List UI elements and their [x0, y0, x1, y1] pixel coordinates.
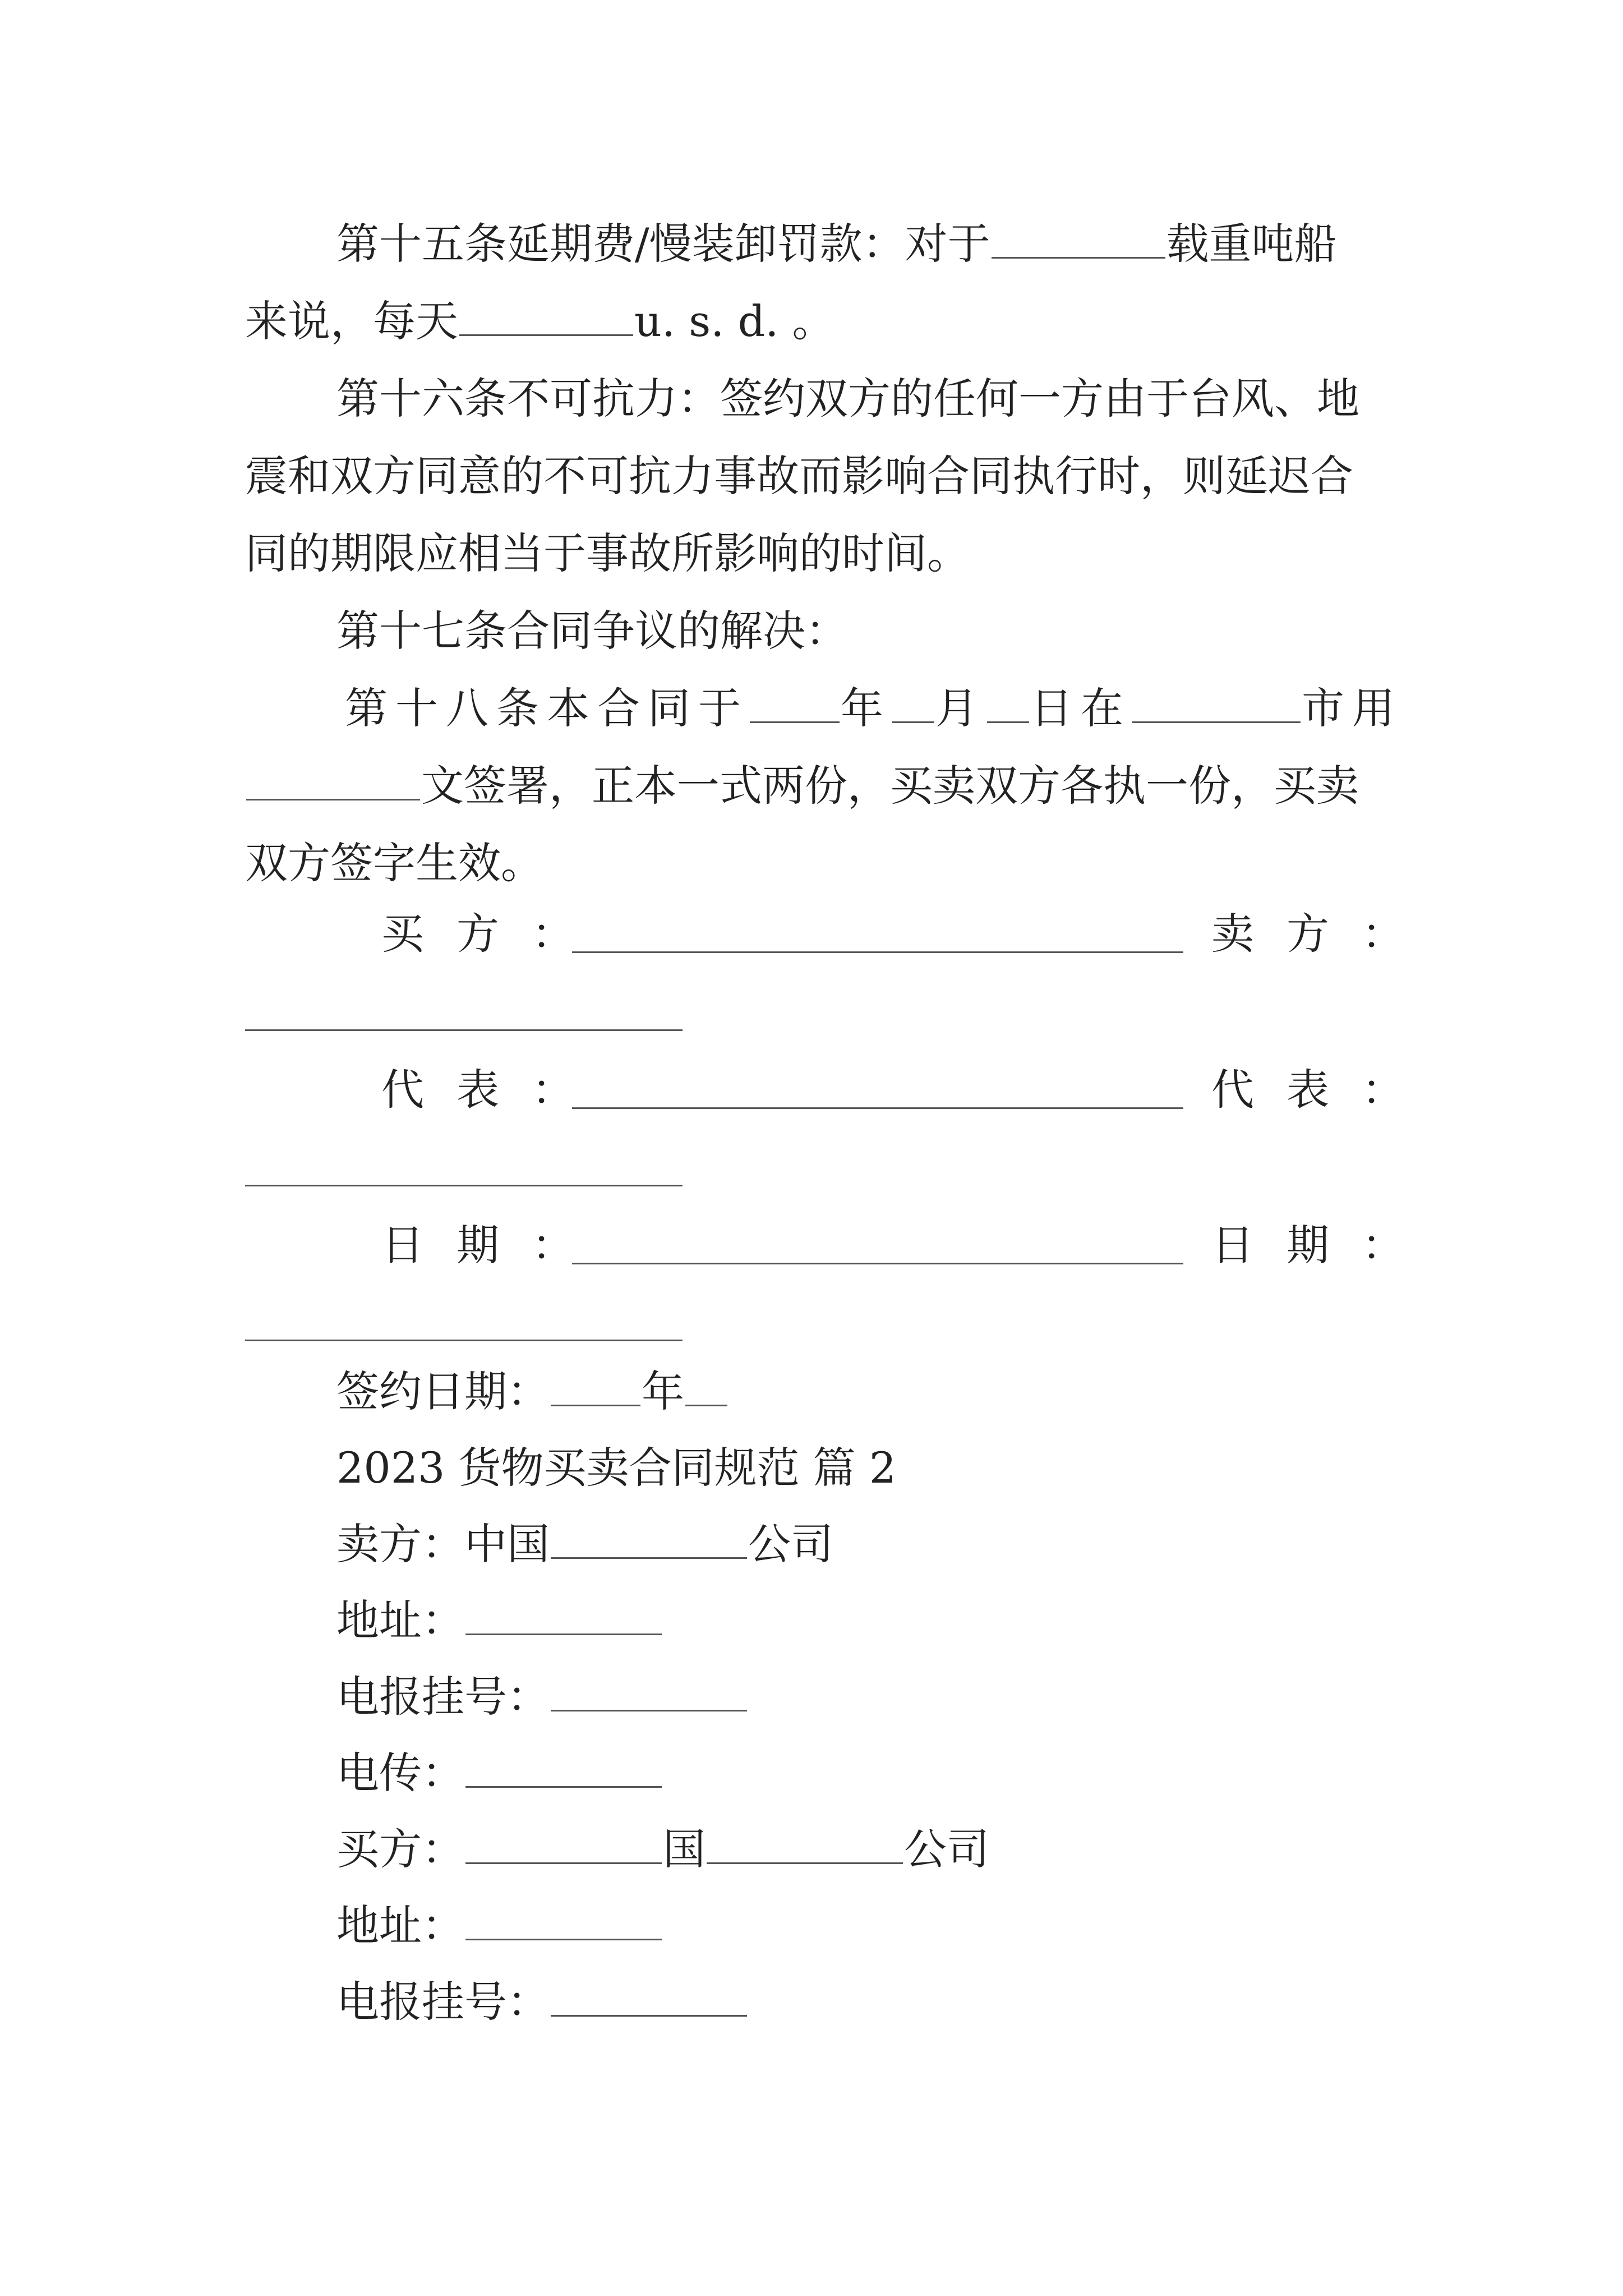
seller-address-blank [465, 1596, 662, 1635]
article-15-text-2: 载重吨船 [1166, 219, 1337, 269]
seller-address-line [336, 1590, 663, 1651]
seller-rep-line [245, 1185, 683, 1186]
buyer-date-line [572, 1263, 1183, 1264]
buyer-company-blank [707, 1825, 903, 1864]
seller-text: 卖方：中国 [336, 1519, 550, 1569]
article-16-line-2: 震和双方同意的不可抗力事故而影响合同执行时，则延迟合 [245, 451, 1353, 501]
city-label: 市用 [1302, 683, 1403, 733]
seller-date-label: 日期： [1211, 1220, 1437, 1270]
article-15-text-3: 来说，每天 [245, 296, 458, 346]
article-18-line-3: 双方签字生效。 [245, 838, 543, 888]
seller-rep-label: 代表： [1211, 1065, 1437, 1115]
article-17: 第十七条合同争议的解决： [336, 606, 848, 656]
buyer-address-blank [465, 1902, 662, 1940]
month-label: 月 [935, 683, 986, 733]
buyer-address-label: 地址： [336, 1901, 464, 1950]
article-15-text: 第十五条延期费/慢装卸罚款：对于 [336, 219, 990, 269]
buyer-country-suffix: 国 [663, 1824, 706, 1874]
article-15-line-1 [336, 213, 1337, 275]
seller-cable-blank [551, 1673, 747, 1711]
signing-year-blank [551, 1368, 640, 1406]
tonnage-blank [992, 220, 1165, 259]
seller-telex-blank [465, 1749, 662, 1788]
buyer-cable-label: 电报挂号： [336, 1977, 550, 2027]
signing-month-blank [685, 1368, 727, 1406]
article-15-currency: u. s. d. 。 [634, 296, 835, 346]
buyer-address-line [336, 1895, 663, 1957]
article-18-text-2: 文签署，正本一式两份，买卖双方各执一份，买卖 [421, 761, 1359, 811]
contract-2-title: 2023 货物买卖合同规范 篇 2 [336, 1443, 897, 1493]
seller-telex-label: 电传： [336, 1748, 464, 1798]
buyer-date-label: 日期： [381, 1220, 607, 1270]
article-15-line-2 [245, 291, 835, 352]
buyer-cable-line [336, 1971, 748, 2033]
article-18-line-1 [345, 678, 1403, 739]
seller-date-line [245, 1340, 683, 1341]
signing-year-label: 年 [642, 1366, 684, 1416]
seller-cable-label: 电报挂号： [336, 1672, 550, 1722]
language-blank [246, 762, 420, 800]
representative-row [0, 1059, 1623, 1121]
year-label: 年 [841, 683, 891, 733]
seller-company-blank [551, 1520, 747, 1559]
day-blank [987, 684, 1029, 723]
buyer-country-blank [465, 1825, 662, 1864]
article-18-text: 第十八条本合同于 [345, 683, 749, 733]
seller-label: 卖方： [1211, 909, 1437, 959]
day-label: 日在 [1030, 683, 1131, 733]
daily-fee-blank [459, 297, 633, 336]
seller-line [336, 1513, 833, 1575]
buyer-label: 买方： [381, 909, 607, 959]
seller-cable-line [336, 1666, 748, 1728]
buyer-cable-blank [551, 1978, 747, 2017]
seller-signature-line [245, 1029, 683, 1031]
article-16-line-1: 第十六条不可抗力：签约双方的任何一方由于台风、地 [336, 374, 1359, 424]
buyer-rep-line [572, 1107, 1183, 1109]
buyer-signature-line [572, 951, 1183, 953]
signing-date [336, 1361, 728, 1423]
signing-date-label: 签约日期： [336, 1366, 550, 1416]
month-blank [892, 684, 934, 723]
seller-address-label: 地址： [336, 1595, 464, 1645]
year-blank [750, 684, 840, 723]
buyer-seller-row [0, 903, 1623, 965]
buyer-company-suffix: 公司 [904, 1824, 989, 1874]
buyer-line [336, 1819, 989, 1880]
date-row [0, 1214, 1623, 1276]
seller-telex-line [336, 1742, 663, 1804]
city-blank [1132, 684, 1301, 723]
buyer-text: 买方： [336, 1824, 464, 1874]
seller-company-suffix: 公司 [748, 1519, 833, 1569]
article-16-line-3: 同的期限应相当于事故所影响的时间。 [245, 528, 970, 578]
buyer-rep-label: 代表： [381, 1065, 607, 1115]
article-18-line-2 [245, 755, 1359, 817]
